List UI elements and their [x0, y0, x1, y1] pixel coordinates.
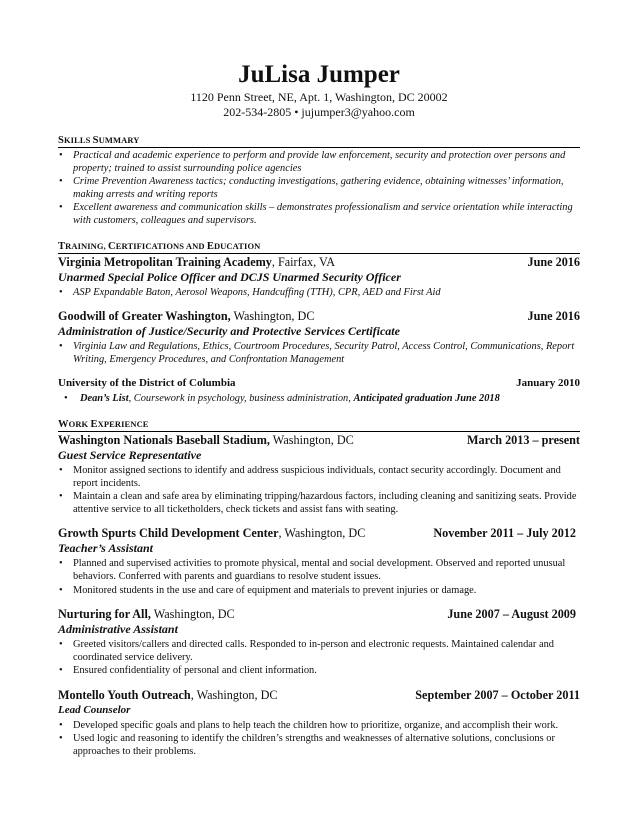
list-item: • Practical and academic experience to perform and provide law enforcement, security and protection over persons and property; trained to assist surrounding police agencies — [59, 150, 566, 174]
candidate-name: JuLisa Jumper — [238, 61, 400, 88]
entry-org: Goodwill of Greater Washington, — [58, 309, 231, 324]
work-entry — [58, 526, 580, 597]
entry-location: , Washington, DC — [190, 687, 278, 702]
entry-org: University of the District of Columbia — [58, 377, 236, 390]
entry-date: June 2016 — [527, 254, 580, 269]
list-item: • Virginia Law and Regulations, Ethics, Courtroom Procedures, Security Patrol, Access Control, Communications, Report Writing, Emergency Procedures, and Confrontation Management — [59, 341, 575, 365]
entry-date: January 2010 — [516, 377, 580, 390]
entry-location: , Fairfax, VA — [271, 254, 336, 269]
training-entry — [58, 309, 580, 366]
entry-location: Washington, DC — [269, 432, 354, 447]
entry-role: Guest Service Representative — [58, 447, 202, 462]
entry-role: Lead Counselor — [58, 703, 131, 716]
entry-location: Washington, DC — [150, 607, 235, 622]
phone-email-line: 202-534-2805 • jujumper3@yahoo.com — [223, 105, 415, 119]
entry-date: September 2007 – October 2011 — [415, 687, 580, 702]
skills-section — [58, 134, 580, 228]
entry-org: Washington Nationals Baseball Stadium, — [58, 432, 270, 447]
list-item: • Crime Prevention Awareness tactics; conducting investigations, gathering evidence, obtaining witnesses’ information, making arrests and writing reports — [59, 176, 564, 200]
work-entry — [58, 433, 580, 516]
list-item: • Greeted visitors/callers and directed calls. Responded to in-person and electronic requests. Maintained calendar and coordinated service delivery. — [59, 639, 554, 663]
address-line: 1120 Penn Street, NE, Apt. 1, Washington, DC 20002 — [190, 90, 448, 104]
list-item: • Maintain a clean and safe area by eliminating tripping/hazardous factors, including cleaning and sanitizing seats. Provide attentive service to all ticketholders, check tickets and assist fans with seating. — [59, 491, 577, 515]
list-item: • Monitored students in the use and care of equipment and materials to prevent injuries or damage. — [59, 584, 477, 596]
entry-location: , Washington, DC — [278, 526, 366, 541]
list-item: • Developed specific goals and plans to help teach the children how to prioritize, organize, and accomplish their work. — [59, 719, 559, 731]
entry-org: Growth Spurts Child Development Center — [58, 526, 279, 541]
training-section — [58, 240, 580, 406]
training-entry — [58, 376, 580, 406]
work-section — [58, 418, 580, 759]
list-item: • Ensured confidentiality of personal and client information. — [59, 665, 317, 677]
resume-page — [58, 60, 580, 760]
entry-date: March 2013 – present — [467, 432, 580, 447]
list-item: • ASP Expandable Baton, Aerosol Weapons, Handcuffing (TTH), CPR, AED and First Aid — [59, 286, 441, 298]
work-entry — [58, 607, 580, 678]
section-title-skills: SKILLS SUMMARY — [58, 134, 580, 148]
entry-org: Montello Youth Outreach — [58, 687, 191, 702]
entry-org: Nurturing for All, — [58, 607, 151, 622]
list-item: • Planned and supervised activities to promote physical, mental and social development. Observed and reported unusual behaviors. Conferred with parents and guardians to resolve student issues. — [59, 558, 566, 582]
entry-date: November 2011 – July 2012 — [433, 526, 576, 541]
list-item: • Monitor assigned sections to identify and address suspicious individuals, contact security accordingly. Document and report incidents. — [59, 464, 561, 489]
entry-role: Administration of Justice/Security and Protective Services Certificate — [58, 324, 400, 339]
list-item: • Excellent awareness and communication skills – demonstrates professionalism and service orientation while interacting with customers, colleagues and supervisors. — [59, 202, 573, 226]
entry-location: Washington, DC — [230, 309, 315, 324]
entry-role: Unarmed Special Police Officer and DCJS Unarmed Security Officer — [58, 269, 401, 284]
entry-date: June 2007 – August 2009 — [447, 607, 576, 622]
entry-org: Virginia Metropolitan Training Academy — [58, 254, 272, 269]
entry-role: Administrative Assistant — [58, 622, 178, 637]
training-entry — [58, 255, 580, 300]
entry-date: June 2016 — [527, 309, 580, 324]
list-item: • Used logic and reasoning to identify the children’s strengths and weaknesses of alternative solutions, conclusions or approaches to their problems. — [59, 733, 555, 758]
entry-role: Teacher’s Assistant — [58, 541, 154, 556]
section-title-training: TRAINING, CERTIFICATIONS AND EDUCATION — [58, 240, 580, 254]
section-title-work: WORK EXPERIENCE — [58, 418, 580, 432]
list-item: • Dean’s List, Coursework in psychology, business administration, Anticipated graduation June 2018 — [64, 393, 500, 405]
work-entry — [58, 688, 580, 759]
skills-list — [58, 150, 580, 228]
